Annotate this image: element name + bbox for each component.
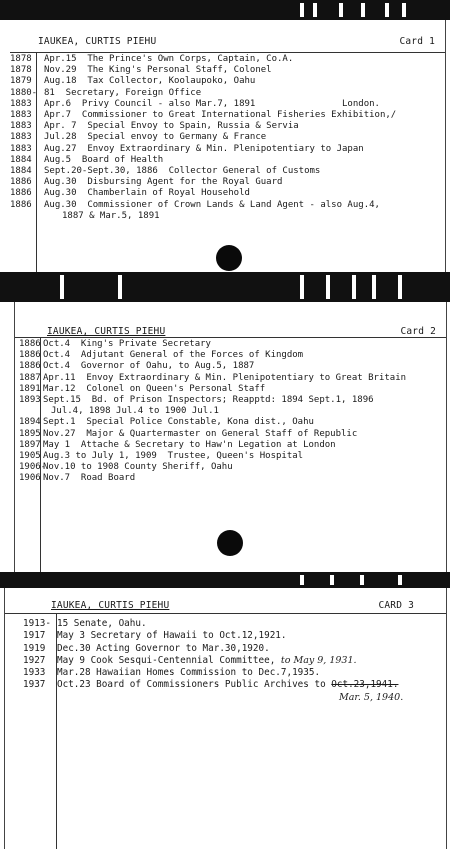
entry-text: Mar.12 Colonel on Queen's Personal Staff: [43, 383, 266, 394]
entry-text: May 3 Secretary of Hawaii to Oct.12,1921.: [57, 630, 287, 642]
entry-row: [19, 395, 446, 417]
entry-row: [23, 679, 446, 691]
entry-year: 1886: [19, 361, 41, 372]
entry-row: [10, 166, 445, 177]
entry-text: Aug.3 to July 1, 1909 Trustee, Queen's Hospital: [43, 451, 304, 462]
entry-row: [10, 155, 445, 166]
entry-continuation: 1887 & Mar.5, 1891: [62, 210, 160, 221]
entry-year: 1884: [10, 154, 32, 165]
entry-row: [23, 618, 446, 630]
entry-text: Sept.1 Special Police Constable, Kona dist., Oahu: [43, 417, 314, 428]
entry-year: 1906-: [19, 462, 47, 473]
struck-out-date: Oct.23,1941.: [331, 679, 399, 691]
entry-text: Apr.11 Envoy Extraordinary & Min. Plenipotentiary to Great Britain: [43, 372, 407, 383]
entry-row: [10, 54, 445, 65]
entry-year: 1887: [19, 372, 41, 383]
entry-text: Apr.6 Privy Council - also Mar.7, 1891 London.: [44, 98, 380, 109]
punch-hole: [216, 245, 242, 271]
entry-text: Oct.4 King's Private Secretary: [43, 339, 211, 349]
entries-list: [10, 54, 445, 222]
entry-text: 81 Secretary, Foreign Office: [44, 87, 202, 98]
card-2: [14, 302, 447, 572]
entry-year: 1919: [23, 642, 46, 654]
header-rule: [5, 613, 446, 614]
entry-year: 1886: [10, 177, 32, 188]
card-name: IAUKEA, CURTIS PIEHU: [51, 600, 170, 611]
entry-text: Aug.30 Disbursing Agent for the Royal Guard: [44, 177, 283, 188]
entry-row: [19, 440, 446, 451]
entry-row: [19, 473, 446, 484]
header-rule: [15, 337, 446, 338]
entry-text: May 9 Cook Sesqui-Centennial Committee,: [57, 654, 276, 666]
entry-row: [19, 339, 446, 350]
card-header: [10, 32, 445, 52]
header-rule: [10, 52, 445, 53]
entry-row: [10, 65, 445, 76]
entry-row: [10, 76, 445, 87]
entry-text: Dec.30 Acting Governor to Mar.30,1920.: [57, 642, 270, 654]
entry-year: 1893: [19, 395, 41, 406]
entry-text: Aug.5 Board of Health: [44, 154, 164, 165]
entry-row: [10, 110, 445, 121]
entry-year: 1883: [10, 121, 32, 132]
card-3: [4, 588, 447, 849]
entry-text: Sept.15 Bd. of Prison Inspectors; Reapptd: 1894 Sept.1, 1896: [43, 395, 374, 406]
entry-row: [19, 373, 446, 384]
entry-row: [10, 144, 445, 155]
entry-row: [10, 88, 445, 99]
entry-row: [23, 630, 446, 642]
entry-row: [19, 429, 446, 440]
handwritten-note: Mar. 5, 1940.: [339, 691, 404, 703]
entry-row: [19, 462, 446, 473]
entry-year: 1878: [10, 54, 32, 64]
entry-text: Aug.27 Envoy Extraordinary & Min. Plenipotentiary to Japan: [44, 143, 364, 154]
entry-year: 1905: [19, 451, 41, 462]
entry-year: 1886: [10, 199, 32, 210]
handwritten-note: to May 9, 1931.: [280, 654, 357, 666]
entry-year: 1933: [23, 667, 46, 679]
card-name: IAUKEA, CURTIS PIEHU: [38, 36, 157, 47]
entry-row: [19, 417, 446, 428]
entry-text: 15 Senate, Oahu.: [57, 618, 147, 629]
entry-row: [10, 177, 445, 188]
entry-year: 1886: [19, 350, 41, 361]
entry-text: Apr.7 Commissioner to Great International Fisheries Exhibition,/: [44, 110, 397, 121]
entry-row: [23, 692, 446, 704]
entry-row: [19, 350, 446, 361]
entry-text: Oct.23 Board of Commissioners Public Archives to: [57, 679, 326, 691]
card-number: CARD 3: [378, 600, 414, 611]
entry-year: 1884: [10, 166, 32, 177]
entry-text: Oct.4 Governor of Oahu, to Aug.5, 1887: [43, 361, 255, 372]
entry-row: [19, 361, 446, 372]
entry-text: Nov.10 to 1908 County Sheriff, Oahu: [43, 462, 233, 473]
card-separator: [0, 272, 450, 302]
entry-row: [10, 121, 445, 132]
entries-list: [19, 339, 446, 485]
entry-year: 1913-: [23, 618, 51, 629]
card-number: Card 1: [399, 36, 435, 47]
entry-year: 1895: [19, 428, 41, 439]
entry-row: [10, 188, 445, 199]
card-separator: [0, 572, 450, 588]
entry-text: Oct.4 Adjutant General of the Forces of Kingdom: [43, 350, 304, 361]
entry-text: Sept.20-Sept.30, 1886 Collector General of Customs: [44, 166, 321, 177]
entry-year: 1894: [19, 417, 41, 428]
entry-year: 1891: [19, 383, 41, 394]
entry-year: 1927: [23, 654, 46, 666]
card-name: IAUKEA, CURTIS PIEHU: [47, 326, 166, 337]
top-border: [0, 0, 450, 20]
card-1: [10, 20, 446, 272]
entry-text: Apr. 7 Special Envoy to Spain, Russia & Servia: [44, 121, 299, 132]
entry-year: 1886: [19, 339, 41, 349]
entry-row: [23, 667, 446, 679]
entry-row: [19, 384, 446, 395]
entry-row: [10, 200, 445, 222]
entry-year: 1917: [23, 630, 46, 642]
entry-text: Apr.15 The Prince's Own Corps, Captain, Co.A.: [44, 54, 294, 64]
entry-text: Nov.29 The King's Personal Staff, Colonel: [44, 65, 272, 76]
entry-text: Aug.30 Commissioner of Crown Lands & Land Agent - also Aug.4,: [44, 199, 380, 210]
entry-text: Nov.7 Road Board: [43, 473, 136, 484]
card-number: Card 2: [400, 326, 436, 337]
entry-text: Aug.18 Tax Collector, Koolaupoko, Oahu: [44, 76, 256, 87]
entry-row: [19, 451, 446, 462]
entry-year: 1883: [10, 98, 32, 109]
entry-year: 1906: [19, 473, 41, 484]
entry-year: 1879: [10, 76, 32, 87]
entry-text: Jul.28 Special envoy to Germany & France: [44, 132, 267, 143]
entry-year: 1883: [10, 110, 32, 121]
entry-year: 1897: [19, 439, 41, 450]
entry-year: 1878: [10, 65, 32, 76]
punch-hole: [217, 530, 243, 556]
entries-list: [23, 618, 446, 704]
entry-row: [23, 655, 446, 667]
entry-row: [10, 132, 445, 143]
entry-text: May 1 Attache & Secretary to Haw'n Legation at London: [43, 439, 336, 450]
entry-row: [10, 99, 445, 110]
entry-text: Aug.30 Chamberlain of Royal Household: [44, 188, 250, 199]
entry-year: 1883: [10, 143, 32, 154]
entry-text: Nov.27 Major & Quartermaster on General Staff of Republic: [43, 428, 358, 439]
entry-year: 1880-: [10, 87, 38, 98]
entry-year: 1883: [10, 132, 32, 143]
entry-text: Mar.28 Hawaiian Homes Commission to Dec.7,1935.: [57, 667, 321, 679]
entry-year: 1937: [23, 679, 46, 691]
entry-continuation: Jul.4, 1898 Jul.4 to 1900 Jul.1: [51, 406, 219, 417]
entry-year: 1886: [10, 188, 32, 199]
entry-row: [23, 643, 446, 655]
